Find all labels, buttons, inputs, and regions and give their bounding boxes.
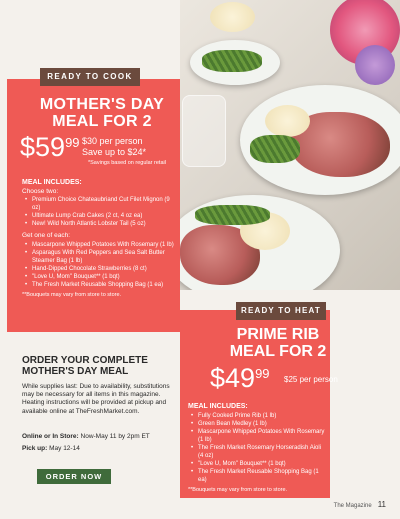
meal2-includes-head: MEAL INCLUDES: (188, 403, 248, 410)
meal1-price (20, 132, 80, 163)
list-item: • Premium Choice Chateaubriand Cut Filet Mignon (9 oz) (32, 196, 177, 212)
meal1-choose-two: Choose two: (22, 188, 59, 195)
order-online-value: Now-May 11 by 2pm ET (80, 433, 150, 440)
list-item: • Mascarpone Whipped Potatoes With Rosemary (1 lb) (32, 241, 177, 249)
meal1-each-list (22, 241, 177, 289)
meal1-get-one: Get one of each: (22, 232, 71, 240)
meal2-title (208, 326, 348, 360)
meal1-save-text: Save up to $24* (82, 147, 147, 157)
food-photo (180, 0, 400, 290)
meal2-item-list (188, 412, 328, 484)
order-heading (22, 355, 182, 377)
meal2-bouquet-note: **Bouquets may vary from store to store. (188, 487, 288, 493)
footer-magazine: The Magazine (333, 503, 372, 509)
meal1-price-dollars: $59 (20, 132, 66, 162)
meal2-price-dollars: $49 (210, 363, 256, 393)
order-heading-line1: ORDER YOUR COMPLETE (22, 355, 148, 366)
meal2-per-person: $25 per person (284, 375, 338, 384)
order-pickup-value: May 12-14 (49, 445, 80, 452)
meal1-price-cents: 99 (65, 135, 80, 150)
green-beans-top (202, 50, 262, 72)
list-item: • Mascarpone Whipped Potatoes With Rosemary (1 lb) (198, 428, 328, 444)
glass-left (182, 95, 226, 167)
page-number: 11 (377, 500, 386, 509)
flower-accent (355, 45, 395, 85)
list-item: • Asparagus With Red Peppers and Sea Salt Butter Steamer Bag (1 lb) (32, 249, 177, 265)
meal1-title-line1: MOTHER'S DAY (39, 96, 165, 113)
order-now-button[interactable]: ORDER NOW (37, 469, 111, 484)
list-item: • The Fresh Market Reusable Shopping Bag (1 ea) (198, 468, 328, 484)
greens-middle (250, 135, 300, 163)
meal2-title-line1: PRIME RIB (236, 326, 320, 343)
order-body-text: While supplies last: Due to availability, substitutions may be necessary for all items in this magazine. Heating instructions will be provided at pickup and available online at TheFreshMarket.com. (22, 383, 170, 415)
meal1-title-line2: MEAL FOR 2 (52, 113, 152, 130)
order-online-label: Online or In Store: (22, 433, 79, 440)
meal1-includes-head: MEAL INCLUDES: (22, 179, 82, 186)
order-pickup-label: Pick up: (22, 445, 48, 452)
ready-to-heat-tag: READY TO HEAT (236, 302, 326, 320)
order-heading-line2: MOTHER'S DAY MEAL (22, 366, 129, 377)
ready-to-cook-tag: READY TO COOK (40, 68, 140, 86)
list-item: • The Fresh Market Rosemary Horseradish Aioli (4 oz) (198, 444, 328, 460)
potatoes-middle (265, 105, 310, 137)
order-pickup-line (22, 445, 80, 452)
list-item: • "Love U, Mom" Bouquet** (1 bqt) (198, 460, 328, 468)
potatoes-top-left (210, 2, 255, 32)
list-item: • "Love U, Mom" Bouquet** (1 bqt) (32, 273, 177, 281)
meal1-title (22, 96, 182, 130)
meal1-choice-list (22, 196, 177, 228)
meal2-price (210, 363, 270, 394)
meal2-price-cents: 99 (255, 366, 270, 381)
list-item: • Green Bean Medley (1 lb) (198, 420, 328, 428)
meal2-includes (188, 403, 328, 493)
greens-bottom (195, 205, 270, 225)
list-item: • Hand-Dipped Chocolate Strawberries (8 ct) (32, 265, 177, 273)
meal1-per-person-text: $30 per person (82, 136, 143, 146)
list-item: • The Fresh Market Reusable Shopping Bag (1 ea) (32, 281, 177, 289)
list-item: • New! Wild North Atlantic Lobster Tail (5 oz) (32, 220, 177, 228)
order-online-line (22, 433, 150, 440)
meal1-savings-note: *Savings based on regular retail (88, 160, 166, 166)
list-item: • Ultimate Lump Crab Cakes (2 ct, 4 oz ea) (32, 212, 177, 220)
meal1-per-person (82, 136, 146, 158)
meal2-title-line2: MEAL FOR 2 (229, 343, 327, 360)
list-item: • Fully Cooked Prime Rib (1 lb) (198, 412, 328, 420)
meal1-includes (22, 179, 177, 298)
meal1-bouquet-note: **Bouquets may vary from store to store. (22, 291, 122, 298)
page-footer (334, 500, 386, 509)
